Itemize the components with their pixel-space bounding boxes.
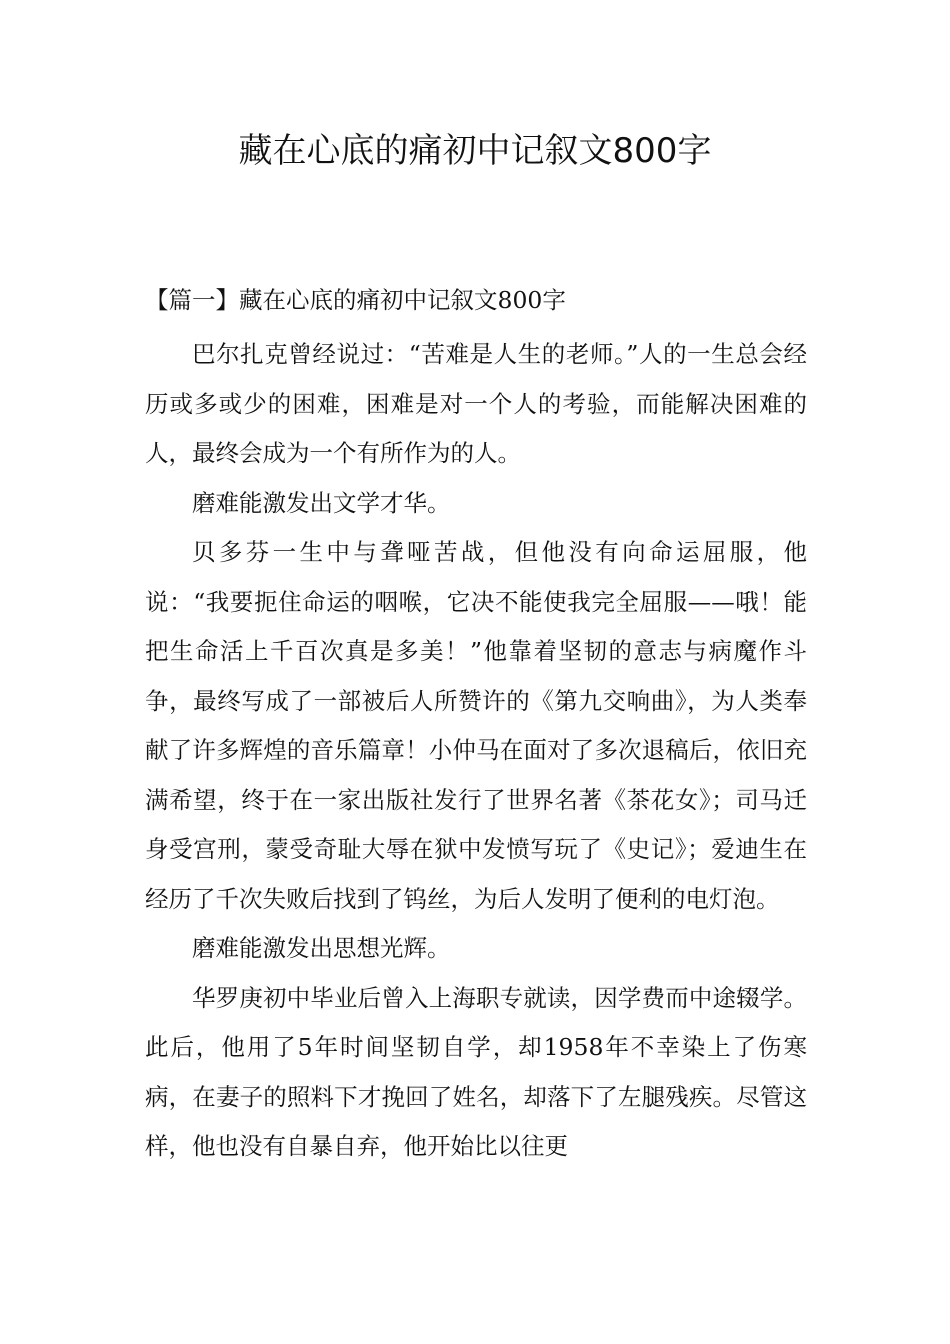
section-heading: 【篇一】藏在心底的痛初中记叙文800字	[145, 286, 566, 314]
document-title: 藏在心底的痛初中记叙文800字	[238, 131, 712, 171]
paragraph-intro: 巴尔扎克曾经说过：“苦难是人生的老师。”人的一生总会经历或多或少的困难，困难是对一个人的考验，而能解决困难的人，最终会成为一个有所作为的人。	[145, 340, 807, 467]
paragraph-subheading-thought: 磨难能激发出思想光辉。	[192, 934, 451, 962]
paragraph-subheading-literary: 磨难能激发出文学才华。	[192, 488, 451, 517]
paragraph-hualuogeng: 华罗庚初中毕业后曾入上海职专就读，因学费而中途辍学。此后，他用了5年时间坚韧自学，却1958年不幸染上了伤寒病，在妻子的照料下才挽回了姓名，却落下了左腿残疾。尽管这样，他也没有自暴自弃，他开始比以往更	[145, 983, 807, 1160]
document-body	[145, 280, 807, 1172]
paragraph-beethoven: 贝多芬一生中与聋哑苦战，但他没有向命运屈服，他说：“我要扼住命运的咽喉，它决不能使我完全屈服——哦！能把生命活上千百次真是多美！”他靠着坚韧的意志与病魔作斗争，最终写成了一部被后人所赞许的《第九交响曲》，为人类奉献了许多辉煌的音乐篇章！小仲马在面对了多次退稿后，依旧充满希望，终于在一家出版社发行了世界名著《茶花女》；司马迁身受宫刑，蒙受奇耻大辱在狱中发愤写玩了《史记》；爱迪生在经历了千次失败后找到了钨丝，为后人发明了便利的电灯泡。	[145, 538, 807, 913]
